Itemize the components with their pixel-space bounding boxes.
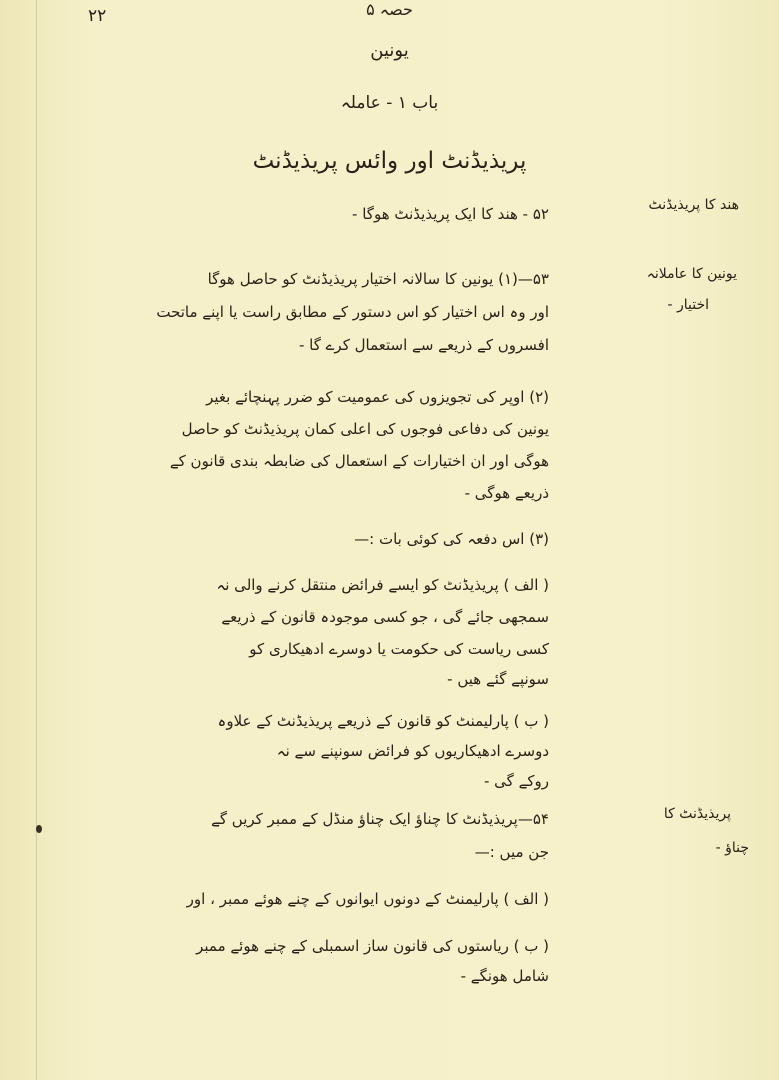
article-54-b-line-2: شامل ھونگے - [460, 967, 549, 985]
article-53-3a-line-1: ( الف ) پریذیڈنٹ کو ایسے فرائض منتقل کرنے والی نہ [216, 576, 549, 594]
side-note-executive-power-1: یونین کا عاملانہ [646, 266, 737, 282]
article-54-line-1: ۵۴—پریذیڈنٹ کا چناؤ ایک چناؤ منڈل کے ممبر کریں گے [211, 810, 549, 828]
side-note-election-1: پریذیڈنٹ کا [663, 806, 731, 822]
article-53-3a-line-2: سمجھی جائے گی ، جو کسی موجودہ قانون کے ذریعے [221, 608, 549, 626]
article-53-line-3: افسروں کے ذریعے سے استعمال کرے گا - [298, 336, 549, 354]
part-title: حصہ ۵ [366, 0, 413, 19]
article-53-2-line-3: ھوگی اور ان اختیارات کے استعمال کی ضابطہ بندی قانون کے [169, 452, 549, 470]
side-note-executive-power-2: اختیار - [667, 297, 709, 313]
article-53-3a-line-4: سونپے گئے ھیں - [447, 670, 549, 688]
side-note-president: ھند کا پریذیڈنٹ [648, 197, 739, 213]
ink-mark [36, 825, 42, 833]
article-52-line: ۵۲ - ھند کا ایک پریذیڈنٹ ھوگا - [352, 205, 549, 223]
article-53-2-line-1: (۲) اوپر کی تجویزوں کی عمومیت کو ضرر پہنچائے بغیر [206, 388, 549, 406]
section-heading: پریذیڈنٹ اور وائس پریذیڈنٹ [252, 148, 527, 174]
article-53-3b-line-3: روکے گی - [483, 772, 549, 790]
article-54-line-2: جن میں :— [474, 843, 549, 861]
article-53-line-2: اور وہ اس اختیار کو اس دستور کے مطابق راست یا اپنے ماتحت [156, 303, 549, 321]
article-53-2-line-4: ذریعے ھوگی - [464, 484, 549, 502]
article-53-3b-line-1: ( ب ) پارلیمنٹ کو قانون کے ذریعے پریذیڈنٹ کے علاوہ [217, 712, 549, 730]
article-53-line-1: ۵۳—(۱) یونین کا سالانہ اختیار پریذیڈنٹ کو حاصل ھوگا [207, 270, 549, 288]
article-54-a-line: ( الف ) پارلیمنٹ کے دونوں ایوانوں کے چنے ھوئے ممبر ، اور [186, 890, 549, 908]
article-53-3a-line-3: کسی ریاست کی حکومت یا دوسرے ادھیکاری کو [249, 640, 549, 658]
page-number: ۲۲ [88, 6, 107, 26]
article-54-b-line-1: ( ب ) ریاستوں کی قانون ساز اسمبلی کے چنے ھوئے ممبر [196, 937, 549, 955]
union-title: یونین [370, 40, 409, 61]
side-note-election-2: چناؤ - [715, 840, 749, 856]
article-53-2-line-2: یونین کی دفاعی فوجوں کی اعلی کمان پریذیڈنٹ کو حاصل [181, 420, 549, 438]
chapter-title: باب ۱ - عاملہ [340, 93, 439, 113]
article-53-3-intro: (۳) اس دفعہ کی کوئی بات :— [354, 530, 549, 548]
article-53-3b-line-2: دوسرے ادھیکاریوں کو فرائض سونپنے سے نہ [276, 742, 549, 760]
